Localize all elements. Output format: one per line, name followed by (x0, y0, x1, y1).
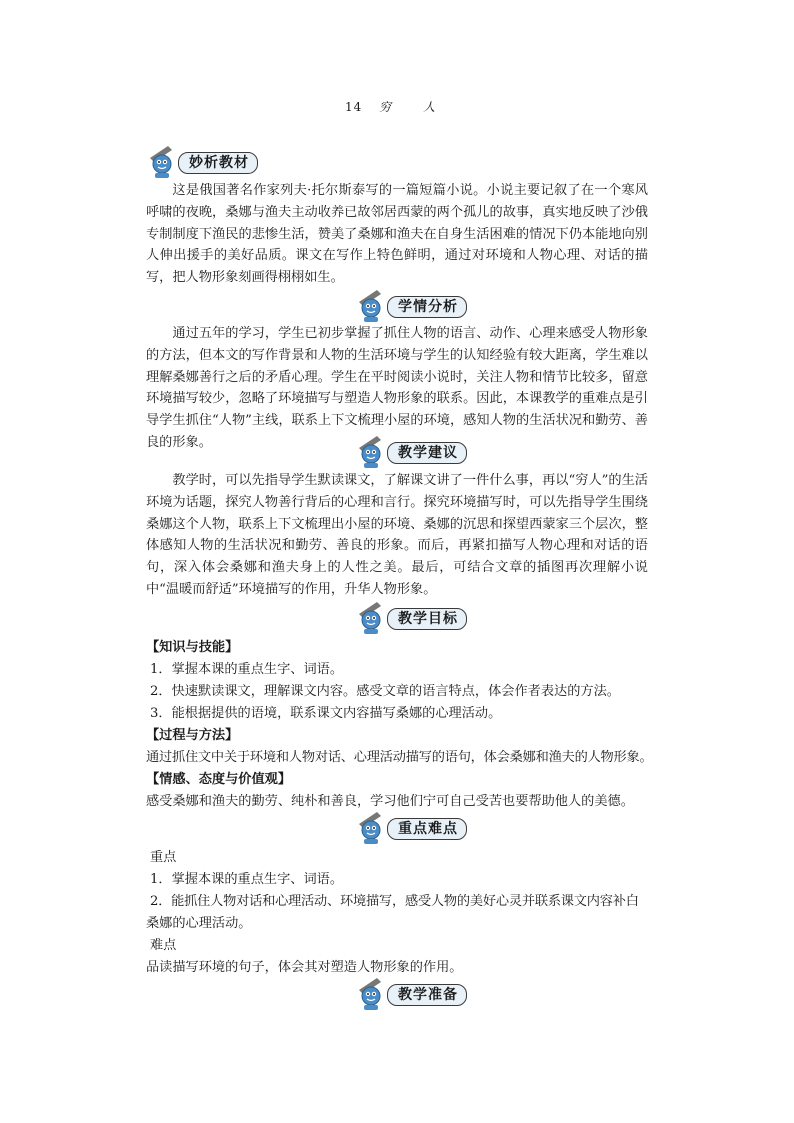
knowledge-item: 3．能根据提供的语境，联系课文内容描写桑娜的心理活动。 (150, 706, 502, 721)
analysis-paragraph: 这是俄国著名作家列夫·托尔斯泰写的一篇短篇小说。小说主要记叙了在一个寒风呼啸的夜晚，桑娜与渔夫主动收养已故邻居西蒙的两个孤儿的故事，真实地反映了沙俄专制制度下渔民的悲惨生活，赞美了桑娜和渔夫在自身生活困难的情况下仍本能地向别人伸出援手的美好品质。课文在写作上特色鲜明，通过对环境和人物心理、对话的描写，把人物形象刻画得栩栩如生。 (146, 183, 648, 286)
lesson-title: 穷 人 (379, 100, 449, 114)
section-title: 教学准备 (387, 984, 467, 1006)
suggestion-paragraph: 教学时，可以先指导学生默读课文，了解课文讲了一件什么事，再以“穷人”的生活环境为话题，探究人物善行背后的心理和言行。探究环境描写时，可以先指导学生围绕桑娜这个人物，联系上下文梳理出小屋的环境、桑娜的沉思和探望西蒙家三个层次，整体感知人物的生活状况和勤劳、善良的形象。而后，再紧扣描写人物心理和对话的语句，深入体会桑娜和渔夫身上的人性之美。最后，可结合文章的插图再次理解小说中“温暖而舒适”环境描写的作用，升华人物形象。 (146, 473, 648, 597)
knowledge-item: 1．掌握本课的重点生字、词语。 (150, 662, 344, 677)
emotion-heading: 【情感、态度与价值观】 (146, 772, 292, 787)
key-label: 重点 (150, 850, 177, 865)
running-head (0, 98, 794, 115)
section-title: 教学建议 (387, 442, 467, 464)
key-item-continued: 桑娜的心理活动。 (146, 916, 252, 931)
process-heading: 【过程与方法】 (146, 728, 239, 743)
difficulty-label: 难点 (150, 938, 177, 953)
emotion-text: 感受桑娜和渔夫的勤劳、纯朴和善良，学习他们宁可自己受苦也要帮助他人的美德。 (146, 794, 634, 809)
lesson-number: 14 (345, 100, 363, 114)
key-item: 2．能抓住人物对话和心理活动、环境描写，感受人物的美好心灵并联系课文内容补白 (150, 894, 639, 909)
section-title: 教学目标 (387, 608, 467, 630)
knowledge-item: 2．快速默读课文，理解课文内容。感受文章的语言特点，体会作者表达的方法。 (150, 684, 620, 699)
key-item: 1．掌握本课的重点生字、词语。 (150, 872, 344, 887)
knowledge-heading: 【知识与技能】 (146, 640, 239, 655)
learners-paragraph: 通过五年的学习，学生已初步掌握了抓住人物的语言、动作、心理来感受人物形象的方法，但本文的写作背景和人物的生活环境与学生的认知经验有较大距离，学生难以理解桑娜善行之后的矛盾心理。学生在平时阅读小说时，关注人物和情节比较多，留意环境描写较少，忽略了环境描写与塑造人物形象的联系。因此，本课教学的重难点是引导学生抓住“人物”主线，联系上下文梳理小屋的环境，感知人物的生活状况和勤劳、善良的形象。 (146, 326, 648, 450)
section-title: 重点难点 (387, 818, 467, 840)
process-text: 通过抓住文中关于环境和人物对话、心理活动描写的语句，体会桑娜和渔夫的人物形象。 (146, 750, 653, 765)
section-title: 学情分析 (387, 296, 467, 318)
difficulty-text: 品读描写环境的句子，体会其对塑造人物形象的作用。 (146, 960, 463, 975)
section-title: 妙析教材 (178, 152, 258, 174)
